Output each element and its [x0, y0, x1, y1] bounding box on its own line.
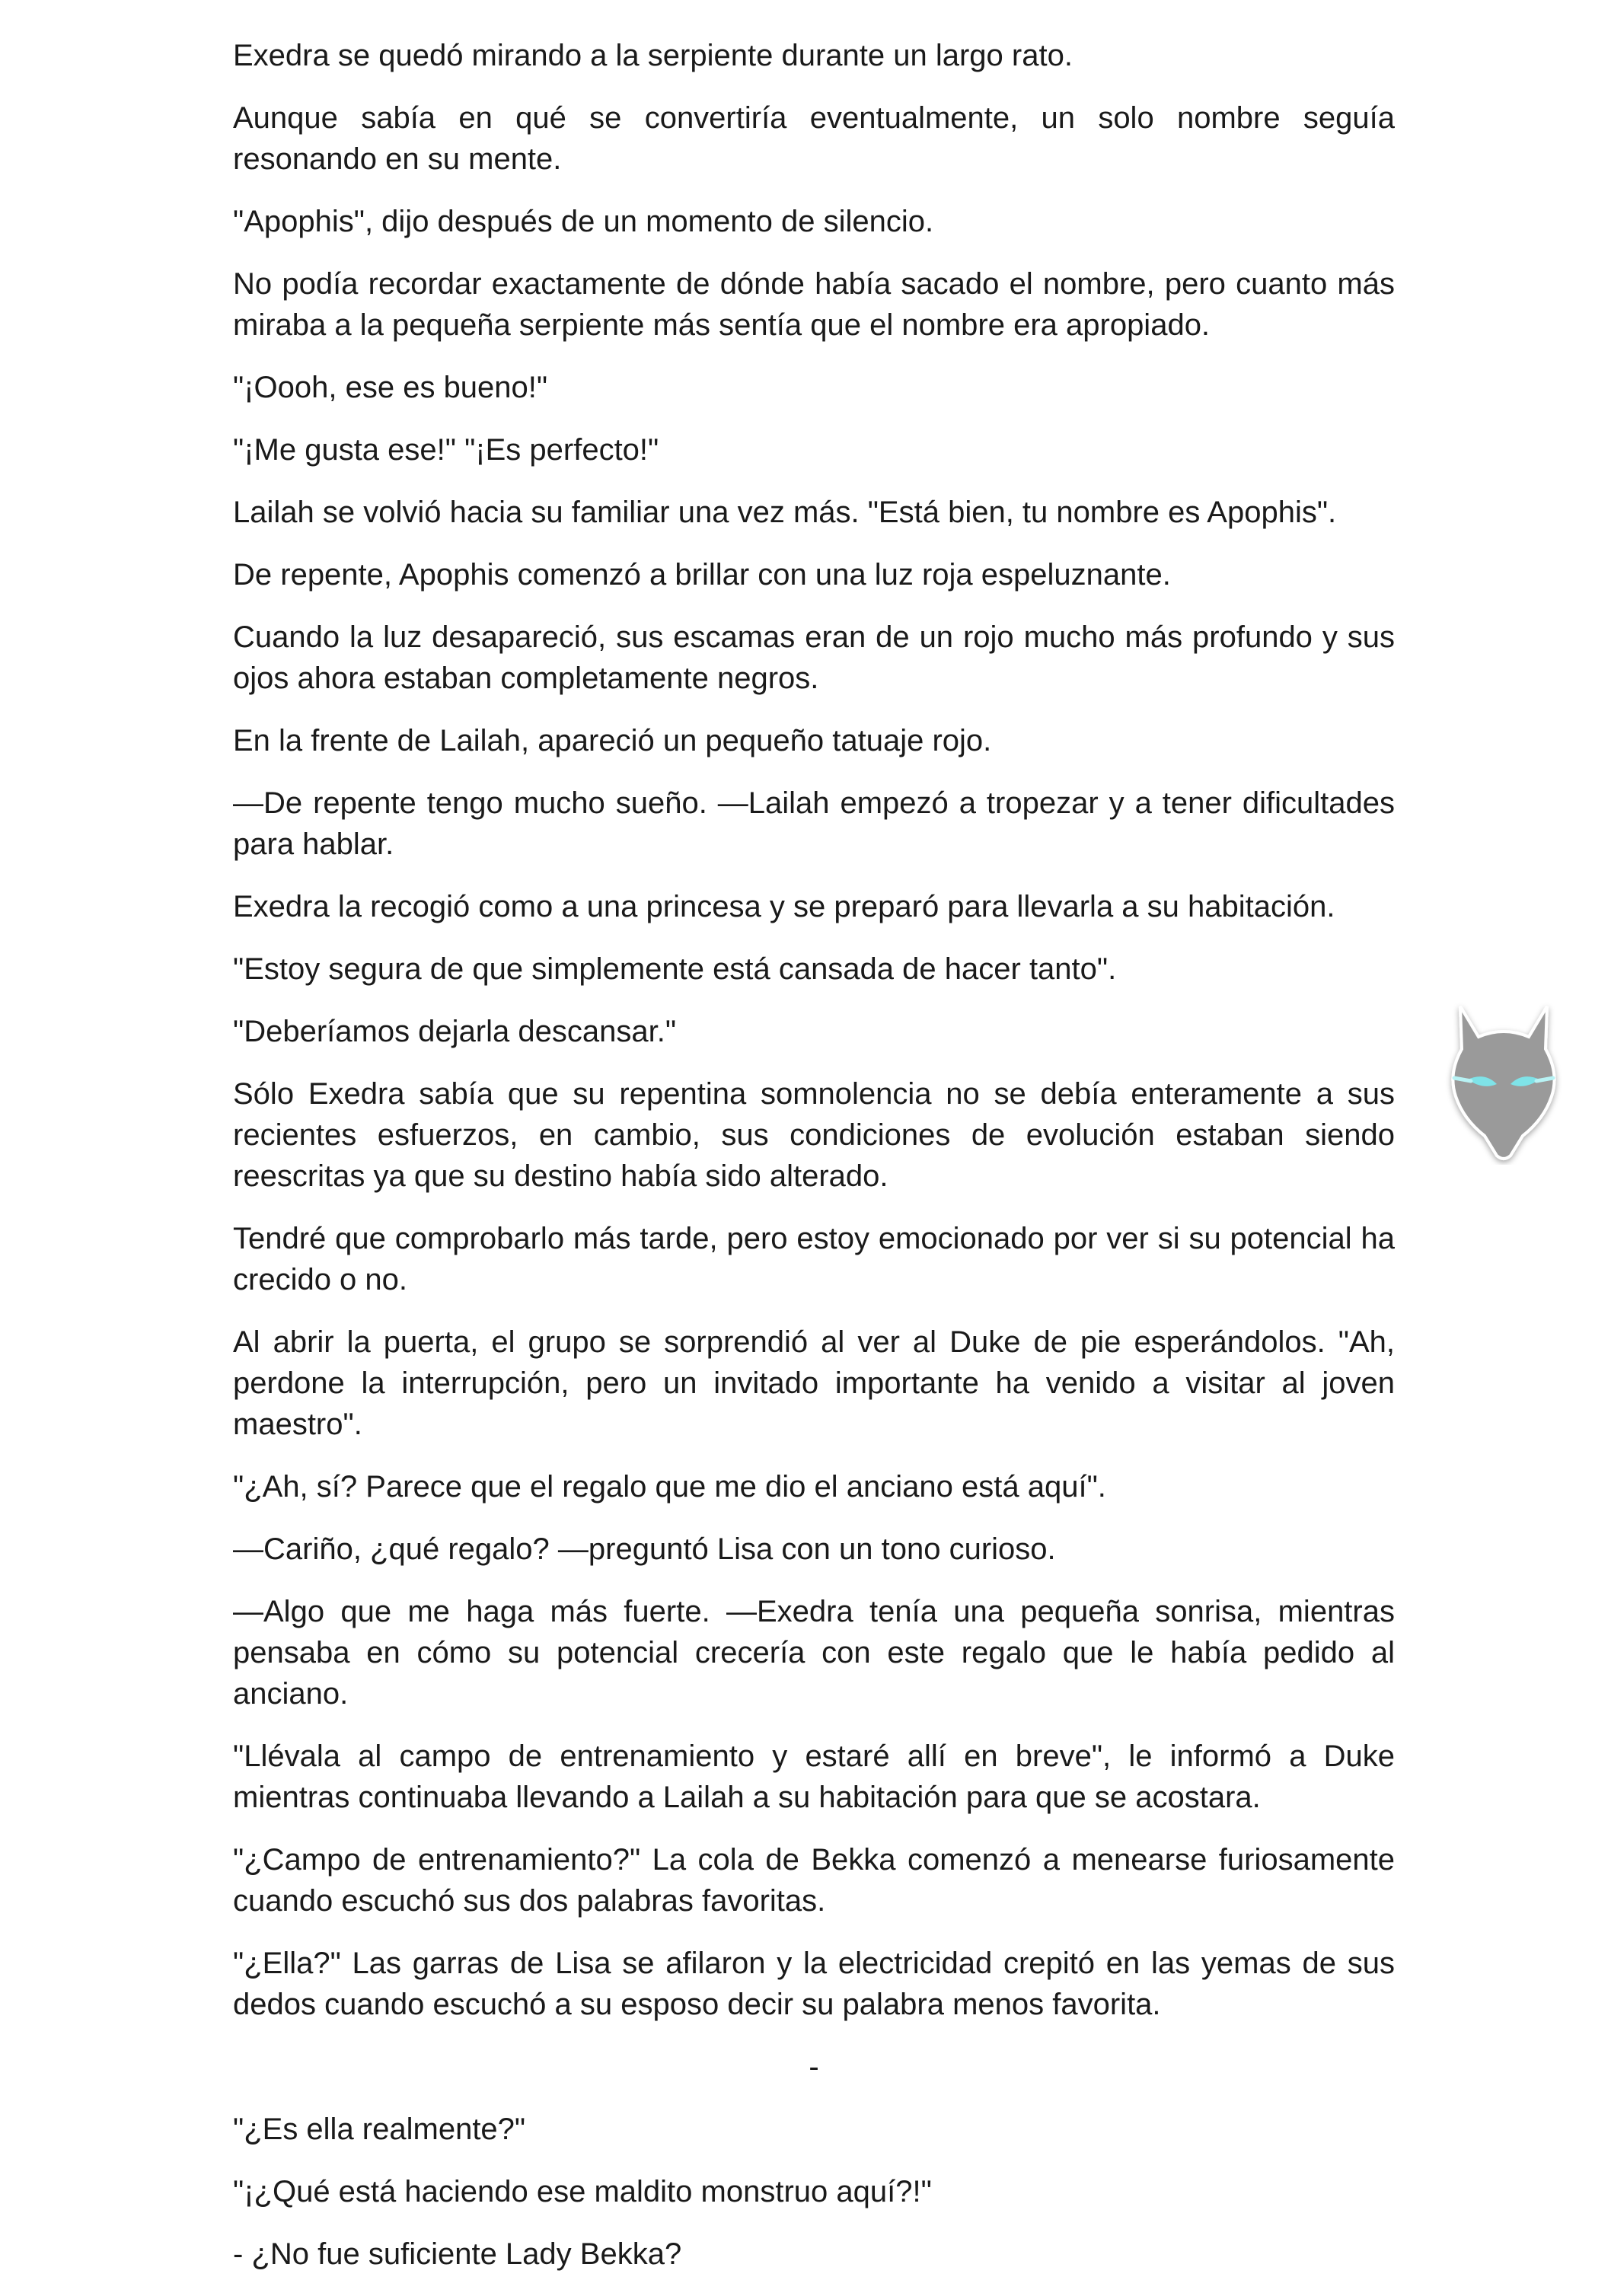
paragraph: "¿Campo de entrenamiento?" La cola de Bekka comenzó a menearse furiosamente cuando escuchó sus dos palabras favoritas.: [233, 1843, 1395, 1918]
paragraph: "Deberíamos dejarla descansar.": [233, 1015, 677, 1048]
paragraph: —Cariño, ¿qué regalo? —preguntó Lisa con un tono curioso.: [233, 1532, 1056, 1566]
demon-head-icon: [1431, 990, 1576, 1165]
paragraph: En la frente de Lailah, apareció un pequeño tatuaje rojo.: [233, 724, 992, 757]
paragraph: Tendré que comprobarlo más tarde, pero estoy emocionado por ver si su potencial ha crecido o no.: [233, 1222, 1395, 1296]
document-body: [233, 35, 1395, 2296]
paragraph: De repente, Apophis comenzó a brillar con una luz roja espeluznante.: [233, 558, 1171, 592]
paragraph: "¡Oooh, ese es bueno!": [233, 371, 548, 404]
section-separator: -: [809, 2050, 819, 2084]
paragraph: "Llévala al campo de entrenamiento y estaré allí en breve", le informó a Duke mientras continuaba llevando a Lailah a su habitación para que se acostara.: [233, 1740, 1395, 1814]
watermark: [1431, 990, 1576, 1165]
paragraph: Lailah se volvió hacia su familiar una vez más. "Está bien, tu nombre es Apophis".: [233, 496, 1337, 529]
paragraph: Al abrir la puerta, el grupo se sorprendió al ver al Duke de pie esperándolos. "Ah, perdone la interrupción, pero un invitado importante ha venido a visitar al joven maestro".: [233, 1325, 1395, 1441]
paragraph: "¡Me gusta ese!" "¡Es perfecto!": [233, 433, 659, 467]
paragraph: "¿Ella?" Las garras de Lisa se afilaron y la electricidad crepitó en las yemas de sus dedos cuando escuchó a su esposo decir su palabra menos favorita.: [233, 1947, 1395, 2021]
paragraph: "Apophis", dijo después de un momento de silencio.: [233, 205, 934, 238]
paragraph: —De repente tengo mucho sueño. —Lailah empezó a tropezar y a tener dificultades para hablar.: [233, 786, 1395, 861]
paragraph: Sólo Exedra sabía que su repentina somnolencia no se debía enteramente a sus recientes esfuerzos, en cambio, sus condiciones de evolución estaban siendo reescritas ya que su destino había sido alterado.: [233, 1077, 1395, 1193]
paragraph: Aunque sabía en qué se convertiría eventualmente, un solo nombre seguía resonando en su mente.: [233, 101, 1395, 176]
paragraph: "¿Es ella realmente?": [233, 2113, 526, 2146]
paragraph: Exedra la recogió como a una princesa y se preparó para llevarla a su habitación.: [233, 890, 1335, 923]
paragraph: Exedra se quedó mirando a la serpiente durante un largo rato.: [233, 39, 1073, 72]
paragraph: "¡¿Qué está haciendo ese maldito monstruo aquí?!": [233, 2175, 932, 2208]
paragraph: "¿Ah, sí? Parece que el regalo que me dio el anciano está aquí".: [233, 1470, 1106, 1504]
paragraph: Cuando la luz desapareció, sus escamas eran de un rojo mucho más profundo y sus ojos ahora estaban completamente negros.: [233, 620, 1395, 695]
paragraph: —Algo que me haga más fuerte. —Exedra tenía una pequeña sonrisa, mientras pensaba en cómo su potencial crecería con este regalo que le había pedido al anciano.: [233, 1595, 1395, 1711]
paragraph: "Estoy segura de que simplemente está cansada de hacer tanto".: [233, 952, 1117, 986]
paragraph: No podía recordar exactamente de dónde había sacado el nombre, pero cuanto más miraba a la pequeña serpiente más sentía que el nombre era apropiado.: [233, 267, 1395, 342]
paragraph: - ¿No fue suficiente Lady Bekka?: [233, 2237, 682, 2271]
